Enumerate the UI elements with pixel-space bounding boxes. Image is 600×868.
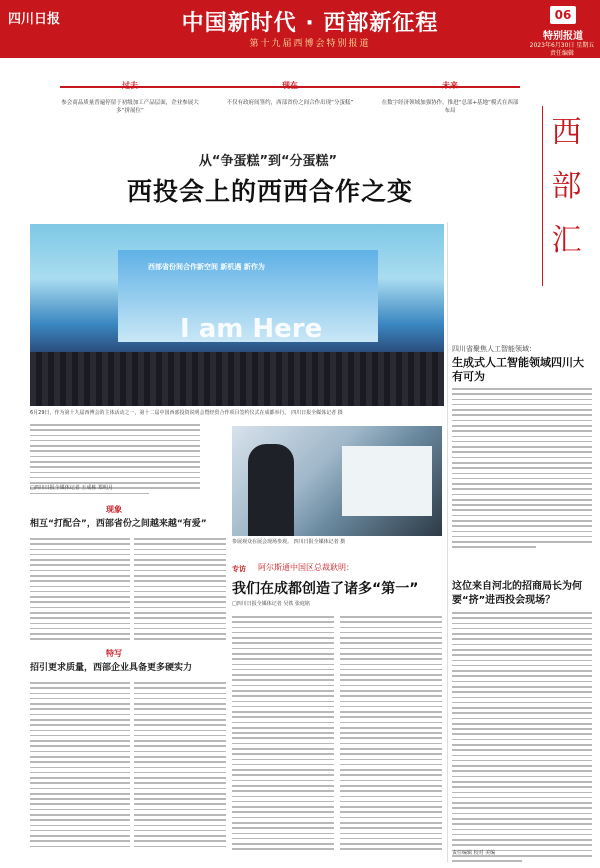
side-article-kicker: 四川省聚焦人工智能领域：: [452, 345, 536, 353]
timeline-label: 过去: [122, 81, 138, 90]
page-number: 06: [550, 6, 576, 24]
issue-editor: 责任编辑: [549, 50, 574, 57]
west-char: 部: [551, 169, 582, 204]
masthead: [0, 0, 600, 58]
side-article: [452, 344, 592, 552]
column-divider: [447, 222, 448, 862]
main-byline: □四川日报全媒体记者 王成栋 郑明月: [30, 485, 113, 491]
article-col-1b: [134, 538, 226, 644]
timeline-label: 现在: [282, 81, 298, 90]
article-col-2a: [30, 682, 130, 851]
timeline-label: 未来: [442, 81, 458, 90]
west-char: 西: [551, 115, 582, 150]
issue-date: 2023年6月30日 星期五: [529, 42, 595, 49]
timeline-text: 不仅有政府间签约，西部省份之间合作出现“分蛋糕”: [226, 100, 354, 106]
visitor-figure: [248, 444, 294, 536]
exhibition-photo-caption: 参展观众在展会现场参观。 四川日报全媒体记者 摄: [232, 539, 346, 545]
exhibition-photo: [232, 426, 442, 536]
side-article-title: 生成式人工智能领域四川大有可为: [452, 356, 584, 383]
main-headline: 西投会上的西西合作之变: [126, 177, 413, 206]
headline-kicker: 从“争蛋糕”到“分蛋糕”: [198, 154, 338, 169]
timeline-now: [220, 80, 360, 107]
interview-kicker: 阿尔斯通中国区总裁耿明：: [258, 563, 354, 572]
photo-caption: 6月29日，作为第十九届西博会的主体活动之一，第十二届中国西部投资说明会暨经贸合作项目签约仪式在成都举行。 四川日报全媒体记者 摄: [30, 410, 343, 416]
masthead-title: 中国新时代 · 西部新征程: [181, 11, 439, 36]
masthead-subtitle: 第十九届西博会特别报道: [249, 39, 371, 49]
exhibit-display: [342, 446, 432, 516]
stage-screen-text: 西部省份间合作新空间 新机遇 新作为: [148, 263, 265, 271]
article-col-2b: [134, 682, 226, 851]
subheading-cooperation: 相互“打配合”，西部省份之间越来越“有爱”: [30, 519, 207, 529]
timeline-text: 在数字经济领域加强协作，推进“总部+基地”模式在西部布局: [381, 100, 519, 114]
article-col-1a: [30, 538, 130, 644]
timeline-future: [380, 80, 520, 115]
west-char: 汇: [551, 223, 582, 258]
section-tag-feature: 特写: [106, 649, 122, 658]
side-article-body: [452, 388, 592, 548]
section-label: 特别报道: [543, 31, 583, 42]
audience-crowd: [30, 352, 444, 406]
section-tag-phenomenon: 现象: [106, 505, 122, 514]
interview-byline: □四川日报全媒体记者 吴铁 张庭铭: [232, 601, 310, 607]
side-article-2: [452, 580, 592, 866]
interview-col-a: [232, 616, 334, 854]
side-article-2-body: [452, 612, 592, 862]
interview-label: 专访: [232, 565, 246, 573]
timeline-text: 参会商品质量普遍停留于初级加工产品层面，企业参展大多“拼展位”: [61, 100, 199, 114]
stage-brand-text: I am Here: [180, 314, 323, 344]
subheading-quality: 招引更求质量，西部企业具备更多硬实力: [30, 663, 193, 673]
interview-title: 我们在成都创造了诸多“第一”: [232, 581, 419, 597]
main-photo: [30, 224, 444, 406]
interview-col-b: [340, 616, 442, 854]
page-editors: 责任编辑 校对 美编: [452, 850, 496, 856]
side-article-2-title: 这位来自河北的招商局长为何要“挤”进西投会现场？: [452, 581, 582, 606]
timeline-past: [60, 80, 200, 115]
west-section-tab: [542, 106, 590, 286]
newspaper-logo: 四川日报: [8, 12, 61, 27]
